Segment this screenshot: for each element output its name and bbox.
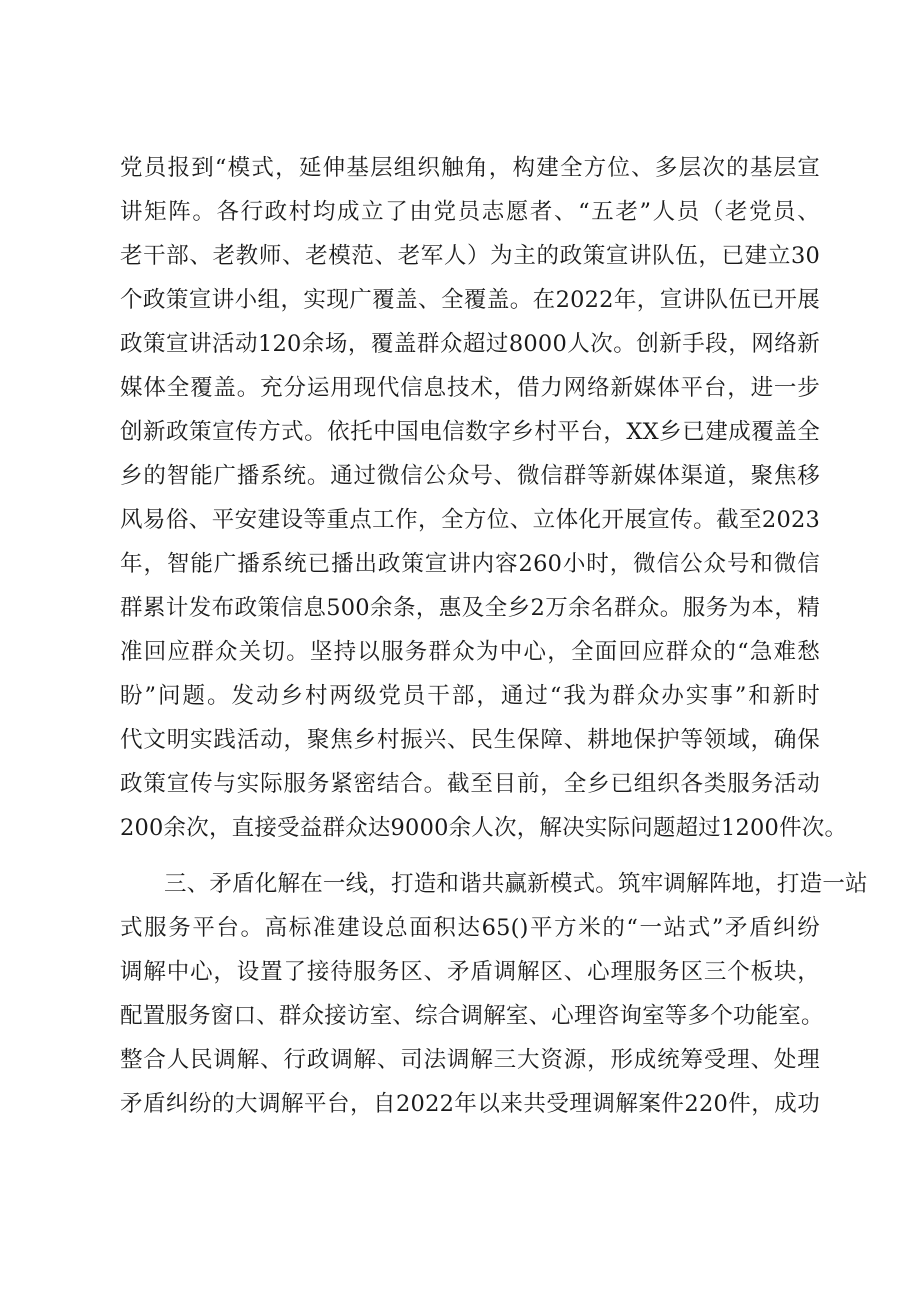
heading-line-rest: 筑牢调解阵地，打造一站 (618, 871, 868, 897)
text-line-heading (120, 862, 868, 906)
paragraph-1 (120, 146, 848, 850)
text-line: 准回应群众关切。坚持以服务群众为中心，全面回应群众的“急难愁 (120, 639, 820, 665)
paragraph-2 (120, 862, 868, 1126)
text-line: 200余次，直接受益群众达9000余人次，解决实际问题超过1200件次。 (120, 815, 848, 841)
text-line: 个政策宣讲小组，实现广覆盖、全覆盖。在2022年，宣讲队伍已开展 (120, 287, 820, 313)
text-line: 调解中心，设置了接待服务区、矛盾调解区、心理服务区三个板块， (120, 959, 820, 985)
text-line: 风易俗、平安建设等重点工作，全方位、立体化开展宣传。截至2023 (120, 507, 820, 533)
document-body (120, 146, 868, 1126)
text-line: 老干部、老教师、老模范、老军人）为主的政策宣讲队伍，已建立30 (120, 243, 820, 269)
text-line: 创新政策宣传方式。依托中国电信数字乡村平台，XX乡已建成覆盖全 (120, 419, 820, 445)
text-line: 媒体全覆盖。充分运用现代信息技术，借力网络新媒体平台，进一步 (120, 375, 820, 401)
text-line: 年，智能广播系统已播出政策宣讲内容260小时，微信公众号和微信 (120, 551, 820, 577)
text-line: 党员报到“模式，延伸基层组织触角，构建全方位、多层次的基层宣 (120, 155, 820, 181)
text-line: 矛盾纠纷的大调解平台，自2022年以来共受理调解案件220件，成功 (120, 1091, 820, 1117)
text-line: 乡的智能广播系统。通过微信公众号、微信群等新媒体渠道，聚焦移 (120, 463, 820, 489)
text-line: 讲矩阵。各行政村均成立了由党员志愿者、“五老”人员（老党员、 (120, 199, 820, 225)
text-line: 式服务平台。高标准建设总面积达65()平方米的“一站式”矛盾纠纷 (120, 915, 820, 941)
text-line: 群累计发布政策信息500余条，惠及全乡2万余名群众。服务为本，精 (120, 595, 820, 621)
text-line: 配置服务窗口、群众接访室、综合调解室、心理咨询室等多个功能室。 (120, 1003, 824, 1029)
text-line: 政策宣传与实际服务紧密结合。截至目前，全乡已组织各类服务活动 (120, 771, 820, 797)
section-heading: 三、矛盾化解在一线，打造和谐共赢新模式。 (164, 871, 619, 897)
text-line: 政策宣讲活动120余场，覆盖群众超过8000人次。创新手段，网络新 (120, 331, 820, 357)
paragraph-gap (120, 850, 820, 862)
text-line: 整合人民调解、行政调解、司法调解三大资源，形成统筹受理、处理 (120, 1047, 820, 1073)
text-line: 盼”问题。发动乡村两级党员干部，通过“我为群众办实事”和新时 (120, 683, 820, 709)
text-line: 代文明实践活动，聚焦乡村振兴、民生保障、耕地保护等领域，确保 (120, 727, 820, 753)
